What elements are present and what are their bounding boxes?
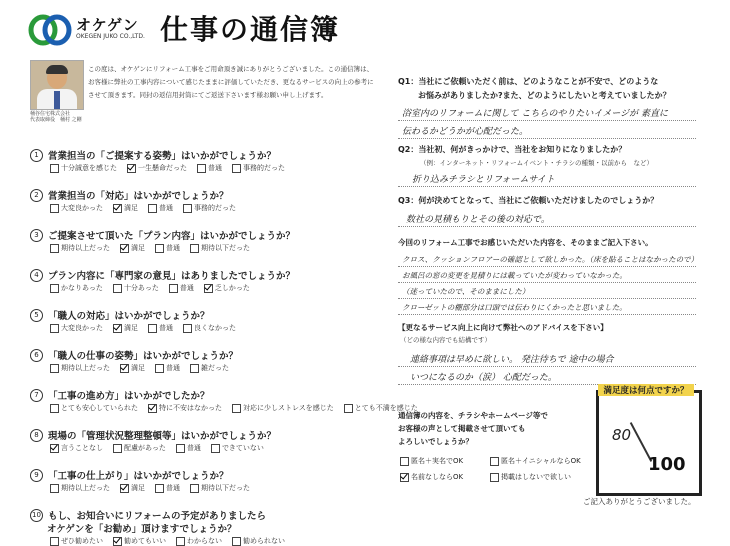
- question-number: 3: [30, 229, 43, 242]
- president-caption: 桶谷住宅株式会社 代表取締役 桶村 之剛: [30, 111, 82, 123]
- president-photo: [30, 60, 84, 110]
- option-label: 言うことなし: [61, 444, 103, 452]
- question-number: 1: [30, 149, 43, 162]
- option[interactable]: [211, 443, 264, 453]
- option-label: 満足: [124, 204, 138, 212]
- option[interactable]: [113, 323, 138, 333]
- option-label: とても安心していられた: [61, 404, 138, 412]
- option-label: 普通: [166, 364, 180, 372]
- option[interactable]: [50, 403, 138, 413]
- q1-text-2: お悩みがありましたか?また、どのようにしたいと考えていましたか？: [418, 91, 671, 100]
- option[interactable]: [232, 163, 285, 173]
- q5-subtext: （どの様な内容でも結構です）: [400, 336, 491, 344]
- option[interactable]: [183, 323, 236, 333]
- question-text: 営業担当の「ご提案する姿勢」はいかがでしょうか？: [48, 151, 277, 162]
- checked-checkbox[interactable]: [127, 164, 136, 173]
- question-5: [30, 308, 210, 322]
- publish-option[interactable]: [400, 456, 463, 466]
- option-label: 満足: [124, 324, 138, 332]
- logo-name: オケゲン: [76, 16, 139, 34]
- option-label: 普通: [186, 444, 201, 452]
- page-title: 仕事の通信簿: [160, 13, 341, 46]
- question-1: [30, 148, 276, 162]
- question-text: もし、お知合いにリフォームの予定がありましたら: [48, 511, 267, 522]
- q4-text: 今回のリフォーム工事でお感じいただいた内容を、そのままご記入下さい。: [398, 238, 653, 247]
- option[interactable]: [155, 243, 180, 253]
- option[interactable]: [113, 536, 166, 546]
- checked-checkbox[interactable]: [204, 284, 213, 293]
- publish-option[interactable]: [490, 456, 581, 466]
- checkbox[interactable]: [490, 457, 499, 466]
- option-label: 配慮があった: [124, 444, 166, 452]
- question-8: [30, 428, 276, 442]
- checkbox[interactable]: [50, 404, 59, 413]
- question-number: 6: [30, 349, 43, 362]
- checkbox[interactable]: [176, 537, 185, 546]
- question-10: [30, 508, 266, 522]
- option[interactable]: [190, 483, 250, 493]
- option-label: 普通: [159, 204, 173, 212]
- q6-text-2: お客様の声として掲載させて頂いても: [398, 424, 526, 433]
- checkbox[interactable]: [183, 324, 192, 333]
- option-label: 事務的だった: [194, 204, 236, 212]
- option-label: 勧めてもいい: [124, 537, 166, 545]
- option[interactable]: [50, 203, 103, 213]
- checkbox[interactable]: [50, 537, 59, 546]
- q3-text: Q3：何が決めてとなって、当社にご依頼いただけましたのでしょうか？: [398, 196, 659, 205]
- option-label: 名前なしならOK: [411, 473, 464, 481]
- answer-line: [398, 186, 696, 187]
- option-group: [50, 243, 250, 253]
- question-text: プラン内容に「専門家の意見」はありましたでしょうか？: [48, 271, 296, 282]
- option[interactable]: [148, 403, 222, 413]
- a5-answer-2: いつになるのか（涙） 心配だった。: [410, 373, 557, 383]
- checkbox[interactable]: [148, 204, 157, 213]
- a4-answer-2: お風呂の窓の変更を見積りには載っていたが変わっていなかった。: [402, 271, 627, 280]
- option[interactable]: [183, 203, 236, 213]
- checkbox[interactable]: [197, 164, 206, 173]
- a1-answer-2: 伝わるかどうかが心配だった。: [402, 127, 529, 137]
- a4-answer-4: クローゼットの棚部分は口頭では伝わりにくかったと思いました。: [402, 303, 627, 312]
- option-group: [50, 483, 250, 493]
- option[interactable]: [176, 536, 222, 546]
- answer-line: [398, 282, 696, 283]
- option[interactable]: [127, 163, 187, 173]
- checked-checkbox[interactable]: [148, 404, 157, 413]
- option[interactable]: [50, 243, 110, 253]
- option[interactable]: [148, 323, 173, 333]
- question-text: 「職人の対応」はいかがでしょうか？: [48, 311, 210, 322]
- checked-checkbox[interactable]: [120, 364, 129, 373]
- option-group: [50, 363, 229, 373]
- option-label: ぜひ勧めたい: [61, 537, 103, 545]
- checkbox[interactable]: [232, 537, 241, 546]
- checkbox[interactable]: [50, 164, 59, 173]
- a2-answer: 折り込みチラシとリフォームサイト: [412, 175, 555, 185]
- question-4: [30, 268, 295, 282]
- checkbox[interactable]: [169, 284, 178, 293]
- question-number: 2: [30, 189, 43, 202]
- checked-checkbox[interactable]: [50, 444, 59, 453]
- checked-checkbox[interactable]: [113, 537, 122, 546]
- question-6: [30, 348, 238, 362]
- a5-answer: 連絡事項は早めに欲しい。 発注待ちで 途中の場合: [410, 355, 614, 365]
- option-label: 満足: [131, 484, 145, 492]
- option-label: 良くなかった: [194, 324, 236, 332]
- option[interactable]: [232, 536, 285, 546]
- option-label: 大変良かった: [61, 324, 103, 332]
- answer-line: [398, 314, 696, 315]
- question-number: 8: [30, 429, 43, 442]
- option-label: 普通: [166, 244, 180, 252]
- thanks-text: ご記入ありがとうございました。: [583, 497, 696, 506]
- q5-text: 【更なるサービス向上に向けて弊社へのアドバイスを下さい】: [398, 323, 608, 332]
- option-label: とても不満を感じた: [354, 404, 418, 412]
- checkbox[interactable]: [176, 444, 185, 453]
- question-number: 5: [30, 309, 43, 322]
- option-label: 一生懸命だった: [138, 164, 187, 172]
- checkbox[interactable]: [50, 484, 59, 493]
- option-group: [50, 163, 285, 173]
- score-max: 100: [648, 454, 686, 475]
- option-label: 匿名＋実名でOK: [411, 457, 464, 465]
- checkbox[interactable]: [50, 364, 59, 373]
- option-group: [50, 403, 418, 413]
- checkbox[interactable]: [155, 244, 164, 253]
- option-group: [50, 203, 236, 213]
- question-7: [30, 388, 210, 402]
- option-label: 期待以下だった: [201, 244, 250, 252]
- option-label: かなりあった: [61, 284, 103, 292]
- answer-line: [398, 266, 696, 267]
- checkbox[interactable]: [344, 404, 353, 413]
- option[interactable]: [190, 363, 229, 373]
- q1-text: Q1：当社にご依頼いただく前は、どのようなことが不安で、どのような: [398, 77, 659, 86]
- option-label: 期待以上だった: [61, 364, 110, 372]
- score-value: 80: [612, 426, 632, 444]
- a3-answer: 数社の見積もりとその後の対応で。: [406, 215, 550, 225]
- checkbox[interactable]: [50, 324, 59, 333]
- answer-line: [398, 366, 696, 367]
- publish-option[interactable]: [490, 472, 571, 482]
- option-label: 大変良かった: [61, 204, 103, 212]
- logo-subtitle: OKEGEN JUKO CO.,LTD.: [76, 33, 145, 40]
- checkbox[interactable]: [50, 284, 59, 293]
- option[interactable]: [232, 403, 334, 413]
- checkbox[interactable]: [113, 444, 122, 453]
- checked-checkbox[interactable]: [120, 244, 129, 253]
- option[interactable]: [113, 283, 159, 293]
- option[interactable]: [204, 283, 250, 293]
- checkbox[interactable]: [190, 244, 199, 253]
- a4-answer-3: （迷っていたので、そのままにした）: [402, 287, 530, 296]
- option-group: [50, 443, 264, 453]
- option[interactable]: [50, 323, 103, 333]
- option-label: 期待以上だった: [61, 244, 110, 252]
- option-label: 満足: [131, 244, 145, 252]
- checkbox[interactable]: [490, 473, 499, 482]
- option-label: 乏しかった: [214, 284, 250, 292]
- option-label: わからない: [187, 537, 222, 545]
- option-label: 特に不安はなかった: [159, 404, 222, 412]
- question-text-2: オケゲンを「お勧め」頂けますでしょうか？: [47, 524, 237, 535]
- checkbox[interactable]: [232, 404, 241, 413]
- option-label: 期待以上だった: [61, 484, 110, 492]
- option[interactable]: [190, 243, 250, 253]
- checked-checkbox[interactable]: [113, 204, 122, 213]
- option[interactable]: [50, 483, 110, 493]
- option-label: 対応に少しストレスを感じた: [243, 404, 334, 412]
- checkbox[interactable]: [211, 444, 220, 453]
- option-label: 十分誠意を感じた: [61, 164, 117, 172]
- checkbox[interactable]: [155, 484, 164, 493]
- option-group: [50, 323, 236, 333]
- question-number: 9: [30, 469, 43, 482]
- option[interactable]: [120, 363, 145, 373]
- option-label: 勧められない: [243, 537, 285, 545]
- option-label: 期待以下だった: [201, 484, 250, 492]
- checkbox[interactable]: [183, 204, 192, 213]
- checked-checkbox[interactable]: [400, 473, 409, 482]
- q2-text: Q2：当社初、何がきっかけで、当社をお知りになりましたか？: [398, 145, 627, 154]
- checkbox[interactable]: [148, 324, 157, 333]
- option-label: できていない: [221, 444, 264, 452]
- checkbox[interactable]: [190, 364, 199, 373]
- q2-subtext: （例：インターネット・リフォームイベント・チラシの種類・以前から など）: [420, 159, 653, 167]
- option-label: 普通: [208, 164, 222, 172]
- option-label: 普通: [159, 324, 173, 332]
- q6-text: 通信簿の内容を、チラシやホームページ等で: [398, 411, 548, 420]
- question-2: [30, 188, 229, 202]
- option-group: [50, 536, 285, 546]
- option[interactable]: [155, 363, 180, 373]
- checkbox[interactable]: [190, 484, 199, 493]
- checked-checkbox[interactable]: [113, 324, 122, 333]
- q6-text-3: よろしいでしょうか？: [398, 437, 473, 446]
- a4-answer-1: クロス、クッションフロアーの確認として欲しかった。（床を貼ることはなかったので）: [402, 255, 699, 264]
- question-number: 4: [30, 269, 43, 282]
- option[interactable]: [50, 536, 103, 546]
- answer-line: [398, 120, 696, 121]
- checkbox[interactable]: [232, 164, 241, 173]
- option[interactable]: [50, 363, 110, 373]
- question-9: [30, 468, 229, 482]
- question-number: 10: [30, 509, 43, 522]
- option[interactable]: [197, 163, 222, 173]
- logo-icon: [28, 14, 72, 46]
- option-label: 掲載はしないで欲しい: [501, 473, 571, 481]
- question-text: 「職人の仕事の姿勢」はいかがでしょうか？: [48, 351, 239, 362]
- question-text: ご提案させて頂いた「プラン内容」はいかがでしょうか？: [48, 231, 296, 242]
- answer-line: [398, 138, 696, 139]
- checkbox[interactable]: [113, 284, 122, 293]
- option-group: [50, 283, 250, 293]
- score-title: 満足度は何点ですか？: [598, 384, 694, 396]
- intro-text: この度は、オケゲンにリフォーム工事をご用命頂き誠にありがとうございました。この通信簿は、お客様に弊社の工事内容について感じたままに評価していただき、更なるサービスの向上の参考にさせて頂きます。同封の返信用封筒にてご返送下さいます様お願い申し上げます。: [88, 65, 374, 99]
- question-text: 「工事の仕上がり」はいかがでしょうか？: [48, 471, 229, 482]
- question-number: 7: [30, 389, 43, 402]
- option[interactable]: [50, 283, 103, 293]
- option[interactable]: [155, 483, 180, 493]
- checkbox[interactable]: [50, 244, 59, 253]
- option[interactable]: [113, 203, 138, 213]
- option-label: 雑だった: [201, 364, 229, 372]
- option-label: 普通: [166, 484, 180, 492]
- option[interactable]: [176, 443, 201, 453]
- a1-answer: 浴室内のリフォームに関して こちらのやりたいイメージが 素直に: [402, 109, 669, 119]
- checkbox[interactable]: [50, 204, 59, 213]
- checked-checkbox[interactable]: [120, 484, 129, 493]
- option[interactable]: [50, 443, 103, 453]
- checkbox[interactable]: [155, 364, 164, 373]
- publish-option[interactable]: [400, 472, 463, 482]
- question-text: 「工事の進め方」はいかがでしたか？: [48, 391, 210, 402]
- answer-line: [398, 298, 696, 299]
- question-3: [30, 228, 295, 242]
- option[interactable]: [120, 243, 145, 253]
- option-label: 普通: [179, 284, 194, 292]
- option-label: 匿名＋イニシャルならOK: [501, 457, 581, 465]
- option[interactable]: [120, 483, 145, 493]
- option[interactable]: [169, 283, 194, 293]
- option[interactable]: [113, 443, 166, 453]
- checkbox[interactable]: [400, 457, 409, 466]
- option[interactable]: [50, 163, 117, 173]
- answer-line: [398, 226, 696, 227]
- question-text: 現場の「管理状況整理整頓等」はいかがでしょうか？: [48, 431, 277, 442]
- option-label: 事務的だった: [243, 164, 285, 172]
- question-text: 営業担当の「対応」はいかがでしょうか？: [48, 191, 229, 202]
- option-label: 満足: [131, 364, 145, 372]
- option-label: 十分あった: [123, 284, 159, 292]
- option[interactable]: [148, 203, 173, 213]
